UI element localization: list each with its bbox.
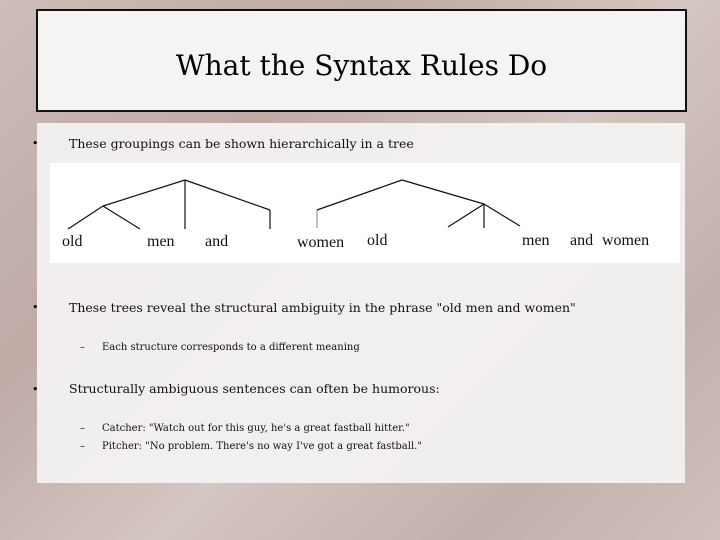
bullet-text: Structurally ambiguous sentences can often be humorous: [69, 381, 440, 396]
dash-marker: – [80, 423, 85, 434]
tree-2-leaf: old [367, 232, 388, 249]
bullet-text: These trees reveal the structural ambiguity in the phrase "old men and women" [69, 300, 576, 315]
tree-1-branches [68, 180, 270, 229]
dash-marker: – [80, 441, 85, 452]
bullet-marker: • [32, 383, 39, 396]
tree-1-leaf: old [62, 233, 83, 250]
tree-1-leaf: men [147, 233, 175, 250]
bullet-marker: • [32, 301, 39, 314]
sub-bullet-text: Pitcher: "No problem. There's no way I've got a great fastball." [102, 441, 422, 452]
tree-2-leaf: women [602, 232, 650, 249]
bullet-text: These groupings can be shown hierarchically in a tree [69, 136, 414, 151]
sub-bullet-text: Each structure corresponds to a different meaning [102, 342, 360, 353]
tree-diagram [50, 163, 680, 263]
tree-1-leaf: women [297, 234, 345, 251]
tree-2-branches [317, 180, 520, 228]
syntax-trees [50, 163, 680, 263]
slide-title: What the Syntax Rules Do [175, 49, 548, 82]
sub-bullet-text: Catcher: "Watch out for this guy, he's a great fastball hitter." [102, 423, 410, 434]
tree-2-leaf: men [522, 232, 550, 249]
dash-marker: – [80, 342, 85, 353]
tree-1-leaf: and [205, 233, 229, 250]
bullet-marker: • [32, 137, 39, 150]
tree-2-leaf: and [570, 232, 594, 249]
title-box [36, 9, 687, 112]
